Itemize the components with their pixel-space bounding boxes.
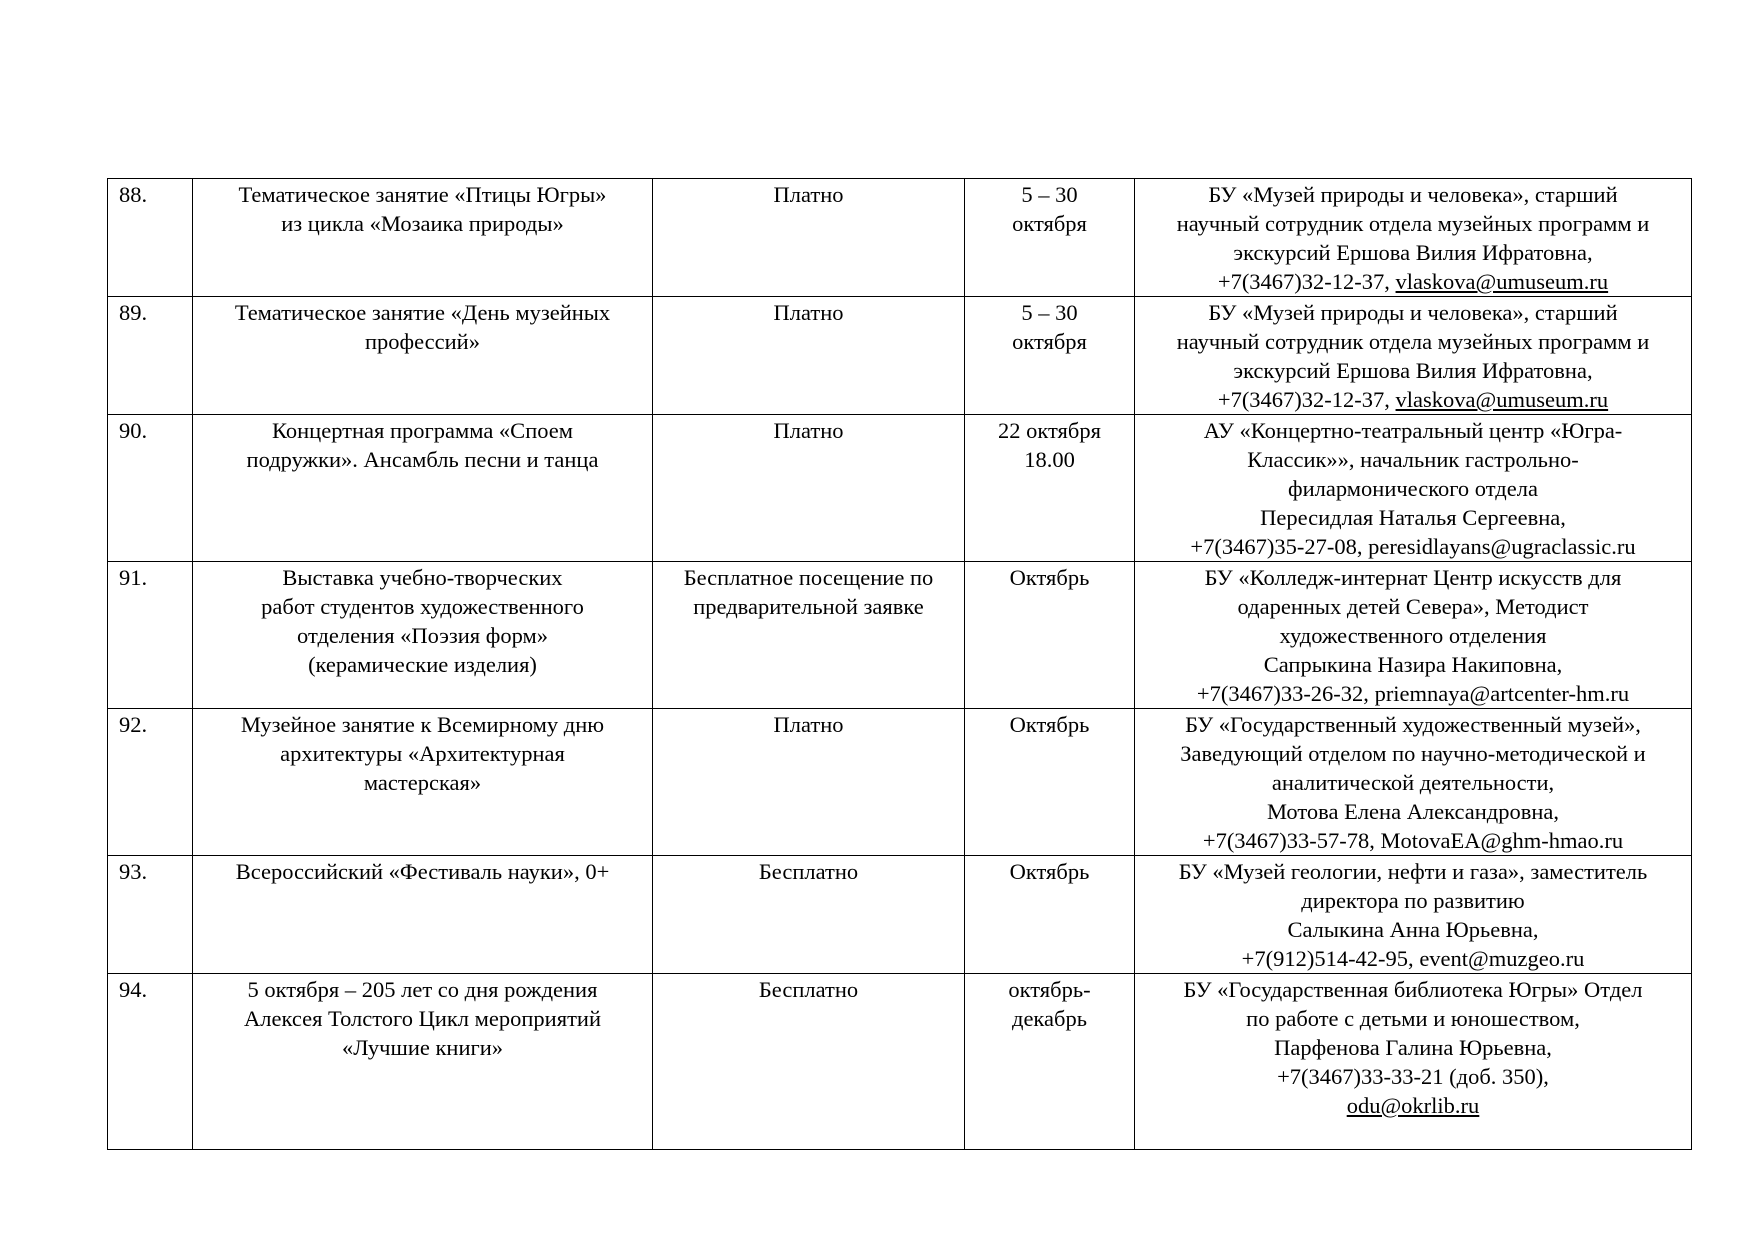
contact-phone: +7(3467)35-27-08, — [1190, 534, 1369, 559]
contact-email-link[interactable]: odu@okrlib.ru — [1346, 1093, 1480, 1118]
cost-line: Бесплатно — [758, 859, 859, 884]
event-title-cell — [193, 974, 653, 1150]
cost-line: Бесплатно — [758, 977, 859, 1002]
row-number — [108, 415, 193, 562]
table-row — [108, 179, 1692, 297]
contact-cell — [1135, 974, 1692, 1150]
event-title-cell — [193, 179, 653, 297]
event-title-line: подружки». Ансамбль песни и танца — [246, 447, 599, 472]
table-row — [108, 297, 1692, 415]
date-line: 18.00 — [1024, 447, 1075, 472]
contact-email-link[interactable]: vlaskova@umuseum.ru — [1395, 269, 1609, 294]
row-number-text: 90. — [119, 418, 148, 443]
event-title-line: «Лучшие книги» — [341, 1035, 504, 1060]
date-cell — [965, 856, 1135, 974]
contact-line: художественного отделения — [1279, 623, 1547, 648]
date-cell — [965, 974, 1135, 1150]
contact-phone-email-line — [1141, 679, 1685, 708]
event-title-line: архитектуры «Архитектурная — [280, 741, 565, 766]
event-title-line: профессий» — [365, 329, 480, 354]
contact-email-link[interactable]: peresidlayans@ugraclassic.ru — [1368, 534, 1636, 559]
contact-line: Пересидлая Наталья Сергеевна, — [1260, 505, 1566, 530]
date-cell — [965, 562, 1135, 709]
cost-cell — [653, 179, 965, 297]
contact-line: Сапрыкина Назира Накиповна, — [1263, 652, 1563, 677]
cost-line: Бесплатное посещение по — [683, 565, 934, 590]
date-line: октября — [1012, 329, 1087, 354]
event-title-cell — [193, 297, 653, 415]
contact-email-link[interactable]: MotovaEA@ghm-hmao.ru — [1380, 828, 1624, 853]
contact-phone: +7(3467)33-57-78, — [1202, 828, 1381, 853]
contact-line: Мотова Елена Александровна, — [1266, 799, 1560, 824]
contact-line: БУ «Музей природы и человека», старший — [1208, 182, 1618, 207]
cost-line: Платно — [773, 418, 844, 443]
date-line: октябрь- — [1008, 977, 1091, 1002]
cost-line: предварительной заявке — [693, 594, 924, 619]
event-title-line: из цикла «Мозаика природы» — [281, 211, 564, 236]
contact-line: научный сотрудник отдела музейных программ и — [1176, 211, 1650, 236]
cost-line: Платно — [773, 300, 844, 325]
contact-cell — [1135, 415, 1692, 562]
table-row — [108, 856, 1692, 974]
event-title-line: Тематическое занятие «День музейных — [234, 300, 611, 325]
cost-cell — [653, 415, 965, 562]
contact-phone-email-line — [1141, 826, 1685, 855]
date-cell — [965, 709, 1135, 856]
date-line: Октябрь — [1009, 565, 1090, 590]
contact-line: БУ «Музей геологии, нефти и газа», заместитель — [1178, 859, 1648, 884]
contact-line: Салыкина Анна Юрьевна, — [1287, 917, 1539, 942]
cost-cell — [653, 974, 965, 1150]
event-title-line: 5 октября – 205 лет со дня рождения — [247, 977, 598, 1002]
contact-email-link[interactable]: event@muzgeo.ru — [1419, 946, 1585, 971]
contact-cell — [1135, 709, 1692, 856]
date-line: декабрь — [1012, 1006, 1087, 1031]
cost-line: Платно — [773, 182, 844, 207]
contact-line: БУ «Музей природы и человека», старший — [1208, 300, 1618, 325]
contact-line: филармонического отдела — [1288, 476, 1538, 501]
date-line: 5 – 30 — [1021, 300, 1078, 325]
event-title-cell — [193, 415, 653, 562]
contact-line: аналитической деятельности, — [1271, 770, 1555, 795]
contact-line: БУ «Колледж-интернат Центр искусств для — [1204, 565, 1622, 590]
contact-cell — [1135, 562, 1692, 709]
row-number-text: 92. — [119, 712, 148, 737]
contact-line: экскурсий Ершова Вилия Ифратовна, — [1233, 240, 1593, 265]
table-row — [108, 415, 1692, 562]
date-line: Октябрь — [1009, 859, 1090, 884]
row-number — [108, 297, 193, 415]
contact-line: одаренных детей Севера», Методист — [1237, 594, 1589, 619]
event-title-cell — [193, 856, 653, 974]
contact-phone-email-line — [1141, 267, 1685, 296]
contact-line: по работе с детьми и юношеством, — [1246, 1006, 1580, 1031]
table-row — [108, 562, 1692, 709]
date-cell — [965, 179, 1135, 297]
row-number — [108, 974, 193, 1150]
contact-phone: +7(912)514-42-95, — [1241, 946, 1420, 971]
contact-phone-email-line — [1141, 1091, 1685, 1120]
event-title-line: работ студентов художественного — [261, 594, 584, 619]
event-title-line: Музейное занятие к Всемирному дню — [240, 712, 605, 737]
contact-line: БУ «Государственный художественный музей», — [1185, 712, 1641, 737]
contact-line: БУ «Государственная библиотека Югры» Отдел — [1183, 977, 1643, 1002]
row-number — [108, 562, 193, 709]
event-title-line: отделения «Поэзия форм» — [296, 623, 548, 648]
cost-cell — [653, 709, 965, 856]
row-number-text: 89. — [119, 300, 148, 325]
cost-cell — [653, 297, 965, 415]
contact-line: директора по развитию — [1301, 888, 1525, 913]
cost-cell — [653, 856, 965, 974]
contact-line: АУ «Концертно-театральный центр «Югра- — [1203, 418, 1623, 443]
event-title-line: мастерская» — [363, 770, 482, 795]
row-number — [108, 856, 193, 974]
contact-line: Классик»», начальник гастрольно- — [1247, 447, 1579, 472]
events-table — [107, 178, 1692, 1150]
event-title-line: Тематическое занятие «Птицы Югры» — [238, 182, 607, 207]
contact-phone-email-line — [1141, 385, 1685, 414]
contact-email-link[interactable]: priemnaya@artcenter-hm.ru — [1374, 681, 1630, 706]
contact-phone-email-line — [1141, 532, 1685, 561]
contact-phone: +7(3467)32-12-37, — [1217, 387, 1396, 412]
contact-phone: +7(3467)33-26-32, — [1196, 681, 1375, 706]
contact-cell — [1135, 179, 1692, 297]
contact-line: Заведующий отделом по научно-методической и — [1180, 741, 1646, 766]
date-line: 5 – 30 — [1021, 182, 1078, 207]
contact-line: Парфенова Галина Юрьевна, — [1274, 1035, 1552, 1060]
date-line: октября — [1012, 211, 1087, 236]
contact-cell — [1135, 297, 1692, 415]
date-line: Октябрь — [1009, 712, 1090, 737]
row-number-text: 93. — [119, 859, 148, 884]
event-title-cell — [193, 709, 653, 856]
event-title-line: Концертная программа «Споем — [272, 418, 573, 443]
event-title-cell — [193, 562, 653, 709]
table-row — [108, 709, 1692, 856]
row-number-text: 94. — [119, 977, 148, 1002]
contact-phone-email-line — [1141, 944, 1685, 973]
row-number — [108, 709, 193, 856]
date-line: 22 октября — [998, 418, 1101, 443]
table-row — [108, 974, 1692, 1150]
contact-line: экскурсий Ершова Вилия Ифратовна, — [1233, 358, 1593, 383]
contact-line: научный сотрудник отдела музейных программ и — [1176, 329, 1650, 354]
event-title-line: Алексея Толстого Цикл мероприятий — [243, 1006, 601, 1031]
cost-cell — [653, 562, 965, 709]
contact-email-link[interactable]: vlaskova@umuseum.ru — [1395, 387, 1609, 412]
row-number-text: 88. — [119, 182, 148, 207]
event-title-line: Выставка учебно-творческих — [282, 565, 563, 590]
row-number-text: 91. — [119, 565, 148, 590]
date-cell — [965, 415, 1135, 562]
row-number — [108, 179, 193, 297]
cost-line: Платно — [773, 712, 844, 737]
contact-cell — [1135, 856, 1692, 974]
contact-line: +7(3467)33-33-21 (доб. 350), — [1277, 1064, 1549, 1089]
event-title-line: Всероссийский «Фестиваль науки», 0+ — [235, 859, 610, 884]
contact-phone: +7(3467)32-12-37, — [1217, 269, 1396, 294]
document-page — [107, 178, 1691, 1150]
event-title-line: (керамические изделия) — [308, 652, 537, 677]
date-cell — [965, 297, 1135, 415]
